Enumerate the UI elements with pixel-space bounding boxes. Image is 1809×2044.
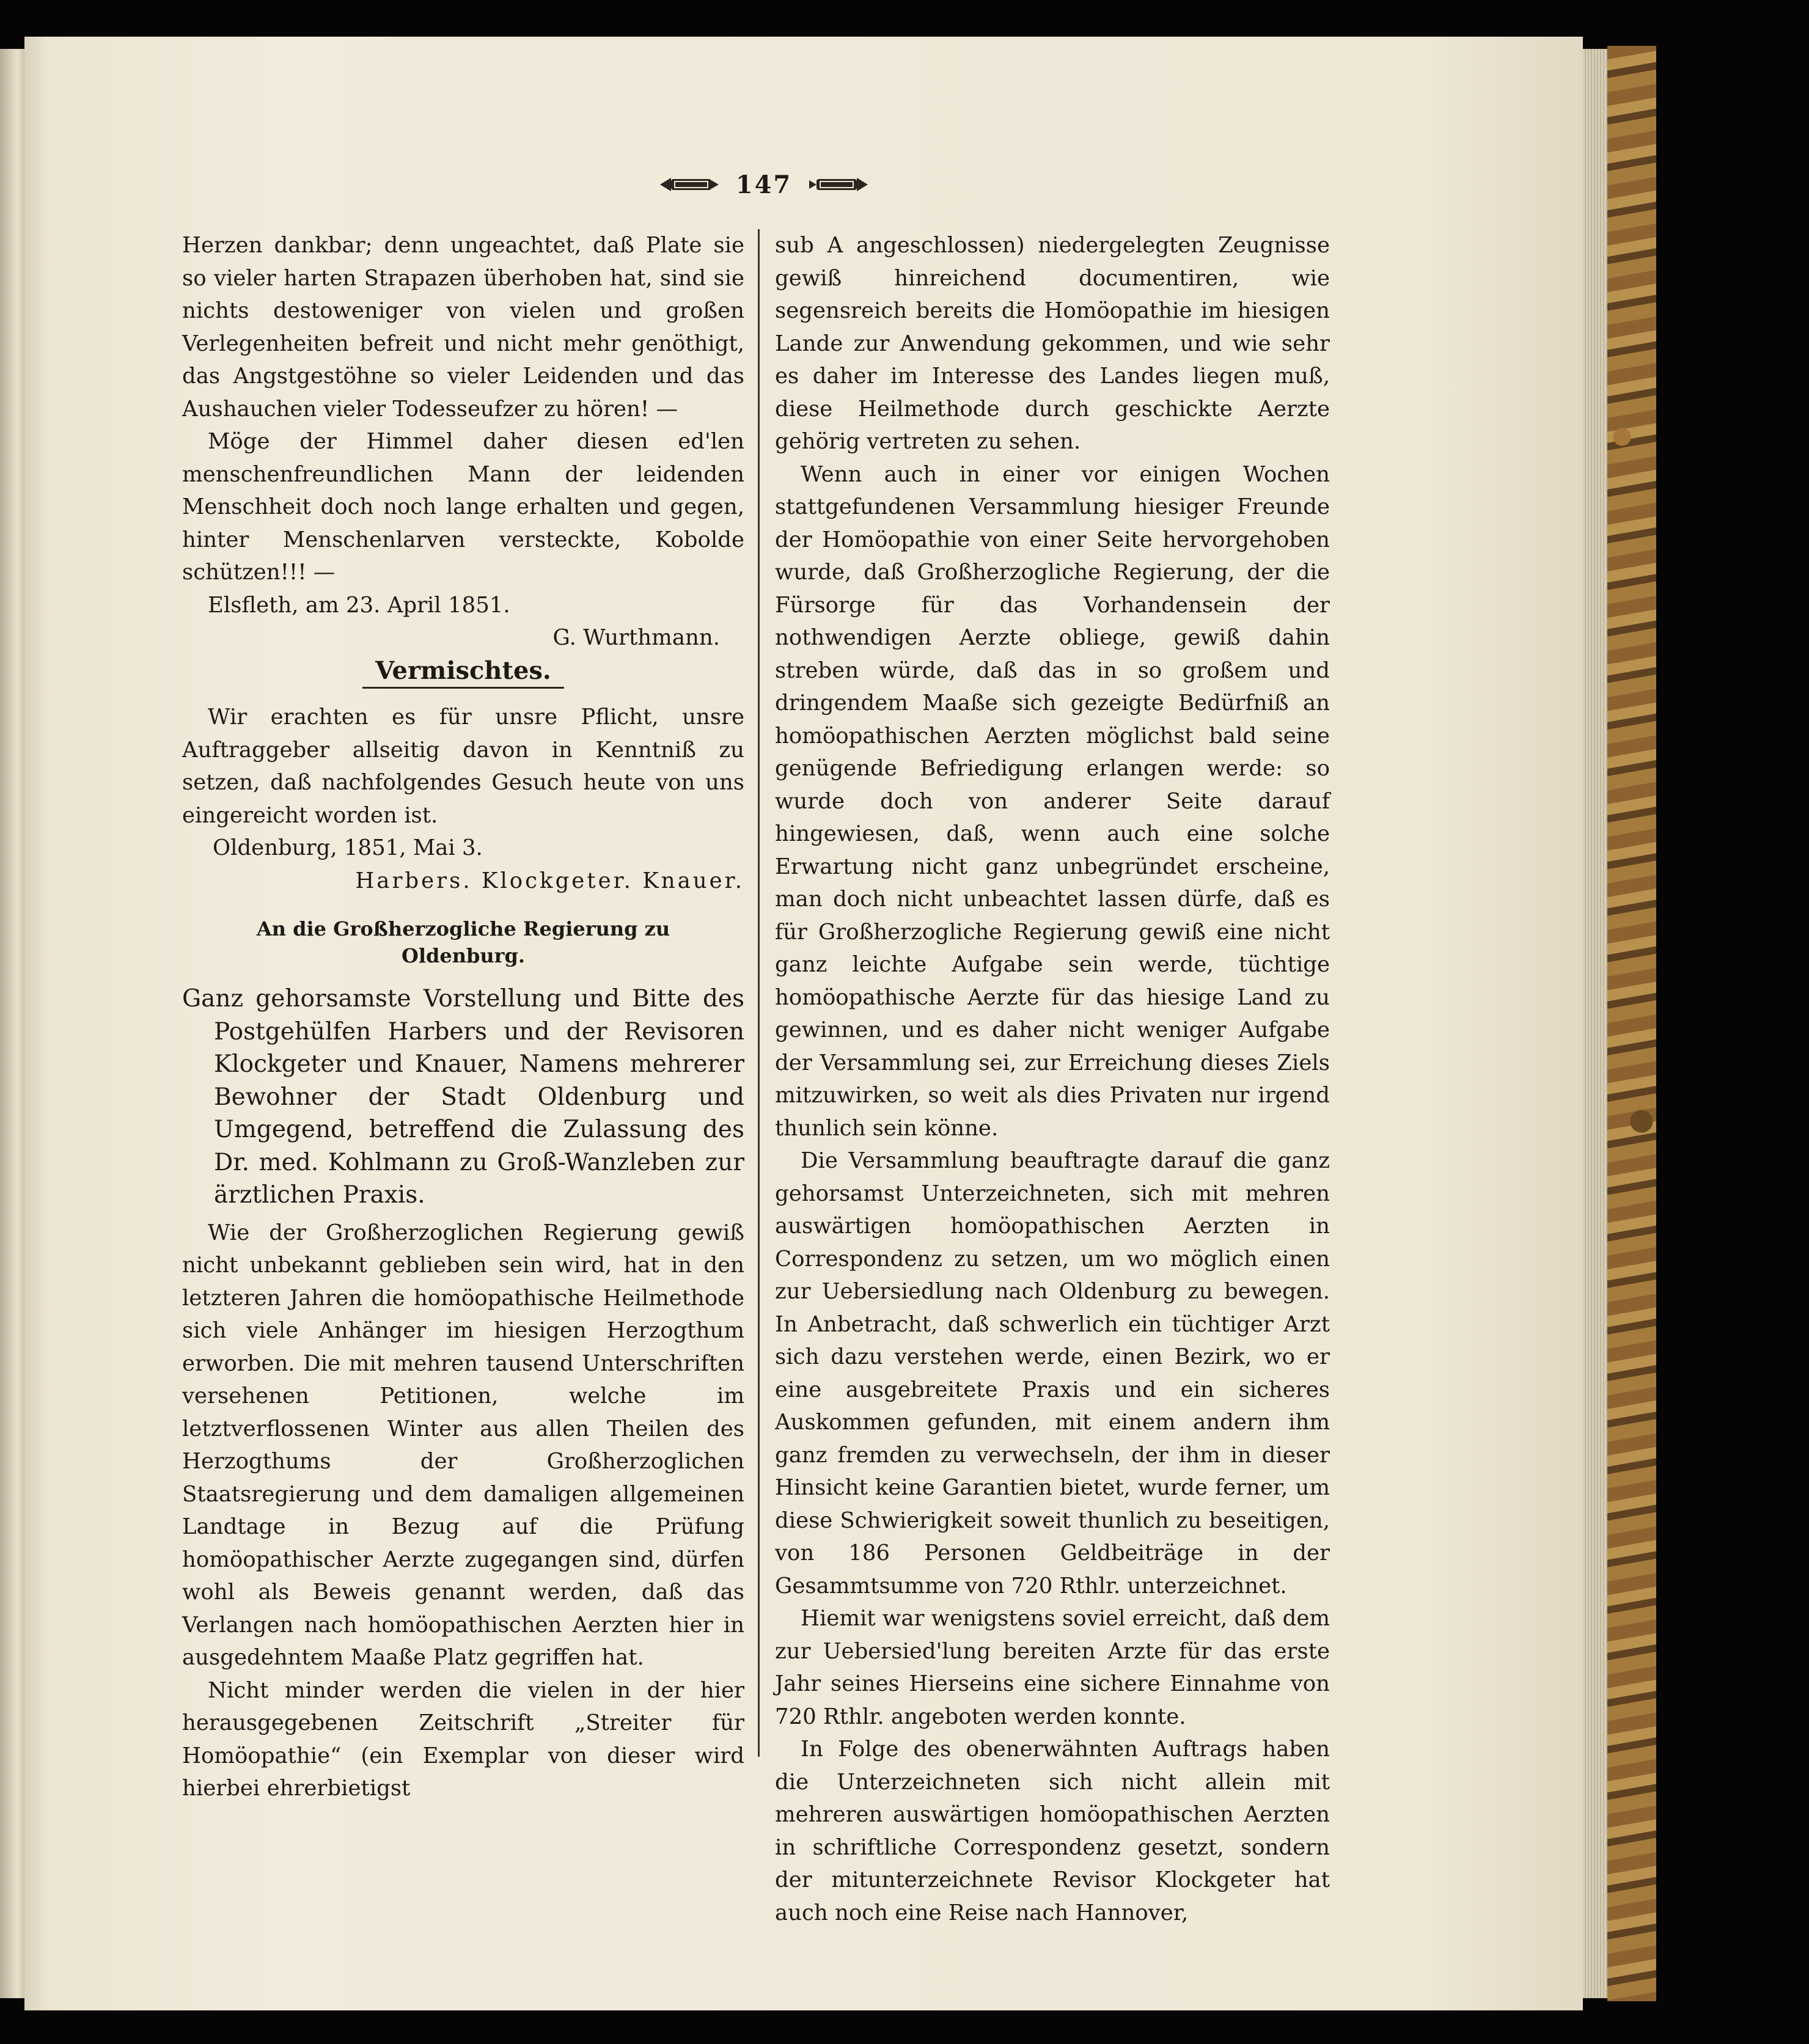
paragraph: Die Versammlung beauftragte darauf die ganz gehorsamst Unterzeichneten, sich mit mehren auswärtigen homöopathischen Aerzten in Correspondenz zu setzen, um wo möglich einen zur Uebersiedlung nach Oldenburg zu bewegen. In Anbetracht, daß schwerlich ein tüchtiger Arzt sich dazu verstehen werde, einen Bezirk, wo er eine ausgebreitete Praxis und ein sicheres Auskommen gefunden, mit einem andern ihm ganz fremden zu verwechseln, der ihm in dieser Hinsicht keine Garantien bietet, wurde ferner, um diese Schwierigkeit soweit thunlich zu beseitigen, von 186 Personen Geldbeiträge in der Gesammtsumme von 720 Rthlr. unterzeichnet. bbox=[775, 1148, 1330, 1599]
paragraph: In Folge des obenerwähnten Auftrags haben die Unterzeichneten sich nicht allein mit mehreren auswärtigen homöopathischen Aerzten in schriftliche Correspondenz gesetzt, sondern der mitunterzeichnete Revisor Klockgeter hat auch noch eine Reise nach Hannover, bbox=[775, 1737, 1330, 1925]
signature: G. Wurthmann. bbox=[552, 625, 720, 650]
page-header bbox=[642, 160, 886, 209]
page-stack-edges bbox=[1583, 49, 1607, 1998]
page-number: 147 bbox=[735, 170, 793, 199]
heading-rule bbox=[362, 687, 564, 689]
address-line: An die Großherzogliche Regierung zu bbox=[256, 917, 670, 940]
right-ornament-icon bbox=[808, 174, 869, 195]
address-block bbox=[207, 915, 720, 969]
notice-place-date: Oldenburg, 1851, Mai 3. bbox=[213, 835, 483, 860]
paragraph: Hiemit war wenigstens soviel erreicht, daß dem zur Uebersied'lung bereiten Arzte für das erste Jahr seines Hierseins eine sichere Einnahme von 720 Rthlr. angeboten werden konnte. bbox=[775, 1606, 1330, 1729]
notice-paragraph: Wir erachten es für unsre Pflicht, unsre Auftraggeber allseitig davon in Kenntniß zu setzen, daß nachfolgendes Gesuch heute von uns eingereicht worden ist. bbox=[182, 705, 744, 828]
address-line: Oldenburg. bbox=[401, 944, 526, 967]
notice-signatures: Harbers. Klockgeter. Knauer. bbox=[355, 868, 744, 893]
paragraph: Möge der Himmel daher diesen ed'len menschenfreundlichen Mann der leidenden Menschheit doch noch lange erhalten und gegen, hinter Menschenlarven versteckte, Kobolde schützen!!! — bbox=[182, 429, 744, 585]
paragraph: Herzen dankbar; denn ungeachtet, daß Plate sie so vieler harten Strapazen überhoben hat, sind sie nichts destoweniger von vielen und großen Verlegenheiten befreit und nicht mehr genöthigt, das Angstgestöhne so vieler Leidenden und das Aushauchen vieler Todesseufzer zu hören! — bbox=[182, 233, 744, 422]
paragraph: Nicht minder werden die vielen in der hier herausgegebenen Zeitschrift „Streiter für Homöopathie“ (ein Exemplar von dieser wird hierbei ehrerbietigst bbox=[182, 1677, 744, 1801]
right-column bbox=[775, 229, 1330, 1929]
paragraph: Wenn auch in einer vor einigen Wochen stattgefundenen Versammlung hiesiger Freunde der Homöopathie von einer Seite hervorgehoben wurde, daß Großherzogliche Regierung, der die Fürsorge für das Vorhandensein der nothwendigen Aerzte obliege, gewiß dahin streben würde, daß das in so großem und dringendem Maaße sich gezeigte Bedürfniß an homöopathischen Aerzten möglichst bald seine genügende Befriedigung erlangen werde: so wurde doch von anderer Seite darauf hingewiesen, daß, wenn auch eine solche Erwartung nicht ganz unbegründet erscheine, man doch nicht unbeachtet lassen dürfe, daß es für Großherzogliche Regierung gewiß eine nicht ganz leichte Aufgabe sein werde, tüchtige homöopathische Aerzte für das hiesige Land zu gewinnen, und es daher nicht weniger Aufgabe der Versammlung sei, zur Erreichung dieses Ziels mitzuwirken, so weit als dies Privaten nur irgend thunlich sein könne. bbox=[775, 461, 1330, 1141]
previous-page-edge bbox=[0, 49, 24, 1998]
place-date: Elsfleth, am 23. April 1851. bbox=[208, 592, 510, 618]
column-divider bbox=[758, 229, 760, 1757]
left-ornament-icon bbox=[659, 174, 720, 195]
section-heading: Vermischtes. bbox=[375, 656, 551, 685]
left-column bbox=[182, 229, 744, 1805]
petition-title: Ganz gehorsamste Vorstellung und Bitte des Postgehülfen Harbers und der Revisoren Klockgeter und Knauer, Namens mehrerer Bewohner der Stadt Oldenburg und Umgegend, betreffend die Zulassung des Dr. med. Kohlmann zu Groß-Wanzleben zur ärztlichen Praxis. bbox=[182, 985, 744, 1209]
paragraph: Wie der Großherzoglichen Regierung gewiß nicht unbekannt geblieben sein wird, hat in den letzteren Jahren die homöopathische Heilmethode sich viele Anhänger im hiesigen Herzogthum erworben. Die mit mehren tausend Unterschriften versehenen Petitionen, welche im letztverflossenen Winter aus allen Theilen des Herzogthums der Großherzoglichen Staatsregierung und dem damaligen allgemeinen Landtage in Bezug auf die Prüfung homöopathischer Aerzte zugegangen sind, dürfen wohl als Beweis genannt werden, daß das Verlangen nach homöopathischen Aerzten hier in ausgedehntem Maaße Platz gegriffen hat. bbox=[182, 1220, 744, 1670]
paragraph: sub A angeschlossen) niedergelegten Zeugnisse gewiß hinreichend documentiren, wie segensreich bereits die Homöopathie im hiesigen Lande zur Anwendung gekommen, und wie sehr es daher im Interesse des Landes liegen muß, diese Heilmethode durch geschickte Aerzte gehörig vertreten zu sehen. bbox=[775, 233, 1330, 454]
book-cover-marbled bbox=[1607, 46, 1656, 2001]
